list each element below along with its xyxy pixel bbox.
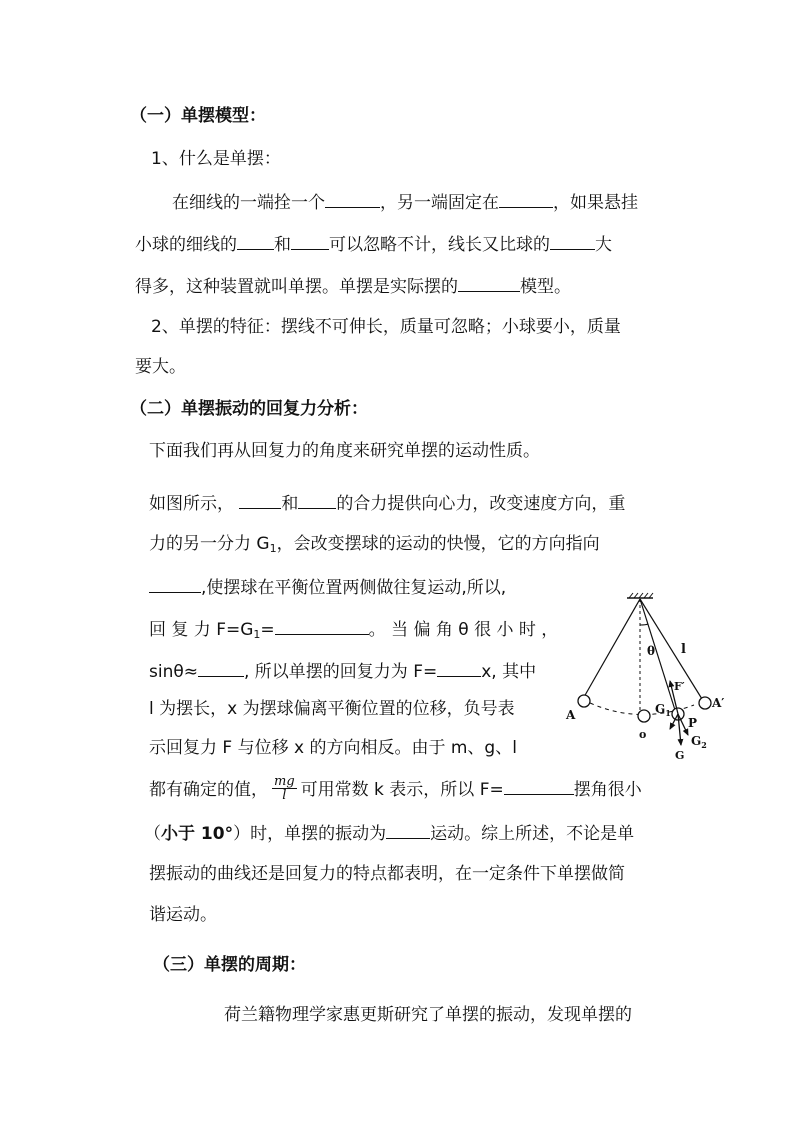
section-2-line-10: 摆振动的曲线还是回复力的特点都表明，在一定条件下单摆做简 (149, 864, 625, 884)
bob-O (638, 710, 650, 722)
section-2-line-11: 谐运动。 (149, 905, 217, 925)
label-P: P (688, 716, 698, 730)
string-current (640, 599, 675, 710)
section-2-line-6: l 为摆长，x 为摆球偏离平衡位置的位移，负号表 (149, 699, 515, 719)
section-2-line-4: 回 复 力 $F=G_1=$ 。 当 偏 角 θ 很 小 时 ， (149, 616, 558, 642)
theta-arc (640, 624, 648, 625)
label-F: F′ (674, 680, 685, 693)
section-2-line-8: 都有确定的值， $\frac{mg}{l}$ 可用常数 k 表示，所以 F= 摆角很小 (149, 773, 642, 803)
fill-blank[interactable] (291, 231, 329, 250)
fill-blank[interactable] (504, 776, 574, 795)
section-2-line-2: 力的另一分力 $G_1$，会改变摆球的运动的快慢，它的方向指向 (149, 534, 600, 555)
paragraph-1-line-1: 在细线的一端拴一个 ，另一端固定在 ，如果悬挂 (172, 189, 638, 215)
label-G2: $G_2$ (691, 734, 707, 750)
ceiling-support (627, 593, 653, 598)
fill-blank[interactable] (149, 574, 201, 593)
bob-A (578, 695, 590, 707)
fill-blank[interactable] (239, 490, 281, 509)
section-2-line-7: 示回复力 F 与位移 x 的方向相反。由于 m、g、l (149, 738, 517, 758)
label-G: G (675, 749, 685, 762)
section-2-line-3: ,使摆球在平衡位置两侧做往复运动,所以, (149, 574, 506, 600)
label-O: o (639, 728, 647, 741)
label-A: A (566, 708, 576, 722)
fill-blank[interactable] (458, 273, 520, 292)
bob-A-prime (699, 697, 711, 709)
section-2-intro: 下面我们再从回复力的角度来研究单摆的运动性质。 (149, 441, 540, 461)
fill-blank[interactable] (275, 616, 369, 635)
section-2-line-1: 如图所示， 和 的合力提供向心力，改变速度方向，重 (149, 490, 625, 516)
section-1-heading: （一）单摆模型： (130, 106, 266, 126)
pendulum-diagram (560, 585, 750, 775)
section-2-line-9: （小于 10°）时，单摆的振动为 运动。综上所述，不论是单 (144, 820, 634, 846)
section-2-heading: （二）单摆振动的回复力分析： (130, 399, 368, 419)
paragraph-2-line-1: 2、单摆的特征：摆线不可伸长，质量可忽略；小球要小，质量 (151, 317, 621, 337)
label-A-prime: A′ (712, 696, 725, 710)
question-1: 1、什么是单摆： (151, 149, 281, 169)
mg-over-l-fraction: $\frac{mg}{l}$ (274, 773, 295, 803)
fill-blank[interactable] (437, 658, 481, 677)
paragraph-2-line-2: 要大。 (135, 357, 186, 377)
fill-blank[interactable] (550, 231, 595, 250)
paragraph-1-line-2: 小球的细线的 和 可以忽略不计，线长又比球的 大 (135, 231, 612, 257)
label-theta: θ (647, 644, 656, 658)
fill-blank[interactable] (325, 189, 380, 208)
fill-blank[interactable] (499, 189, 553, 208)
fill-blank[interactable] (198, 658, 244, 677)
fill-blank[interactable] (237, 231, 274, 250)
string-left (584, 599, 640, 697)
paragraph-1-line-3: 得多，这种装置就叫单摆。单摆是实际摆的 模型。 (135, 273, 571, 299)
label-G1: $G_1$ (655, 702, 671, 718)
section-3-line-1: 荷兰籍物理学家惠更斯研究了单摆的振动，发现单摆的 (224, 1005, 632, 1025)
section-3-heading: （三）单摆的周期： (153, 955, 306, 975)
fill-blank[interactable] (298, 490, 336, 509)
section-2-line-5: sinθ≈ , 所以单摆的回复力为 F= x, 其中 (149, 658, 536, 684)
fill-blank[interactable] (386, 820, 430, 839)
label-l: l (681, 642, 686, 657)
